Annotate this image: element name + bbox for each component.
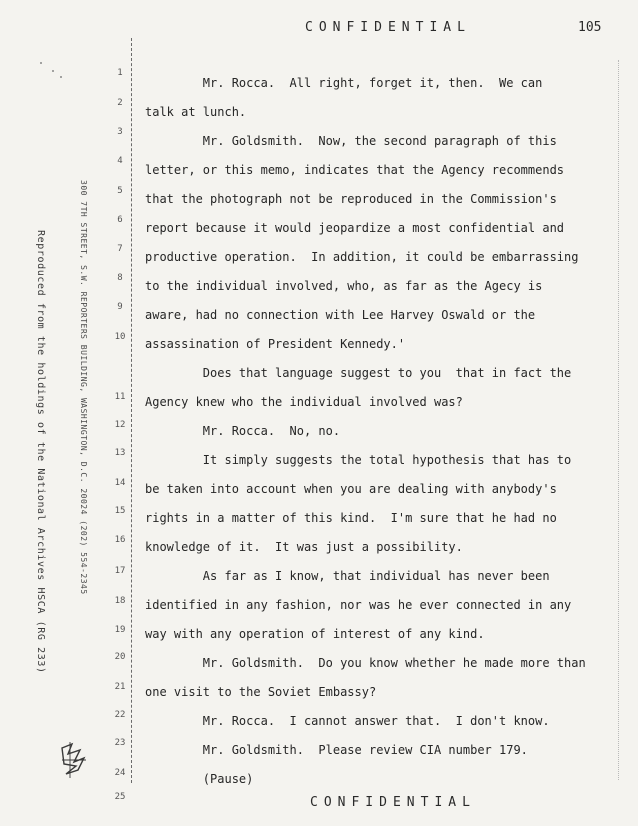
line-number: 21 bbox=[114, 682, 126, 692]
transcript-line: Mr. Goldsmith. Please review CIA number 179. bbox=[145, 743, 528, 757]
transcript-line: to the individual involved, who, as far as the Agecy is bbox=[145, 279, 543, 293]
line-number: 1 bbox=[117, 68, 123, 78]
right-edge-marks bbox=[618, 60, 629, 780]
transcript-line: be taken into account when you are dealing with anybody's bbox=[145, 482, 557, 496]
transcript-line: talk at lunch. bbox=[145, 105, 247, 119]
transcript-line: Mr. Rocca. All right, forget it, then. We can bbox=[145, 76, 543, 90]
transcript-line: letter, or this memo, indicates that the Agency recommends bbox=[145, 163, 565, 177]
transcript-line: knowledge of it. It was just a possibility. bbox=[145, 540, 463, 554]
transcript-line: Agency knew who the individual involved was? bbox=[145, 395, 463, 409]
transcript-line: Mr. Goldsmith. Do you know whether he made more than bbox=[145, 656, 586, 670]
line-number: 7 bbox=[117, 244, 123, 254]
line-number: 8 bbox=[117, 273, 123, 283]
line-number: 15 bbox=[114, 506, 126, 516]
line-number: 14 bbox=[114, 478, 126, 488]
scan-speck bbox=[60, 76, 62, 78]
line-number: 12 bbox=[114, 420, 126, 430]
transcript-line: rights in a matter of this kind. I'm sure that he had no bbox=[145, 511, 557, 525]
left-margin-rule bbox=[131, 38, 133, 783]
line-number: 25 bbox=[114, 792, 126, 802]
line-number: 23 bbox=[114, 738, 126, 748]
line-number: 20 bbox=[114, 652, 126, 662]
transcript-line: report because it would jeopardize a most confidential and bbox=[145, 221, 565, 235]
line-number: 2 bbox=[117, 98, 123, 108]
page-header bbox=[0, 20, 638, 40]
line-number: 11 bbox=[114, 392, 126, 402]
transcript-line: Mr. Rocca. I cannot answer that. I don't know. bbox=[145, 714, 550, 728]
scan-speck bbox=[52, 70, 54, 72]
line-number: 16 bbox=[114, 535, 126, 545]
line-number: 19 bbox=[114, 625, 126, 635]
transcript-line: Mr. Goldsmith. Now, the second paragraph of this bbox=[145, 134, 557, 148]
transcript-line: As far as I know, that individual has never been bbox=[145, 569, 550, 583]
line-number: 24 bbox=[114, 768, 126, 778]
transcript-line: aware, had no connection with Lee Harvey Oswald or the bbox=[145, 308, 536, 322]
line-number: 13 bbox=[114, 448, 126, 458]
transcript-line: (Pause) bbox=[145, 772, 254, 786]
page-number: 105 bbox=[578, 20, 602, 35]
line-number: 3 bbox=[117, 127, 123, 137]
archives-reproduction-note: Reproduced from the holdings of the National Archives HSCA (RG 233) bbox=[35, 230, 46, 674]
line-number: 18 bbox=[114, 596, 126, 606]
line-number: 22 bbox=[114, 710, 126, 720]
confidential-header: CONFIDENTIAL bbox=[305, 20, 471, 35]
transcript-line: one visit to the Soviet Embassy? bbox=[145, 685, 377, 699]
transcript-line: way with any operation of interest of any kind. bbox=[145, 627, 485, 641]
line-number: 4 bbox=[117, 156, 123, 166]
scan-speck bbox=[40, 62, 42, 64]
transcript-line: identified in any fashion, nor was he ever connected in any bbox=[145, 598, 572, 612]
transcript-line: assassination of President Kennedy.' bbox=[145, 337, 406, 351]
reporter-address: 300 7TH STREET, S.W. REPORTERS BUILDING, WASHINGTON, D.C. 20024 (202) 554-2345 bbox=[79, 180, 88, 595]
transcript-line: productive operation. In addition, it could be embarrassing bbox=[145, 250, 579, 264]
handwritten-initials-mark bbox=[58, 740, 90, 780]
transcript-line: that the photograph not be reproduced in the Commission's bbox=[145, 192, 557, 206]
line-number: 10 bbox=[114, 332, 126, 342]
confidential-footer: CONFIDENTIAL bbox=[310, 795, 476, 810]
line-number: 9 bbox=[117, 302, 123, 312]
line-number: 5 bbox=[117, 186, 123, 196]
line-number: 17 bbox=[114, 566, 126, 576]
transcript-line: Does that language suggest to you that in fact the bbox=[145, 366, 572, 380]
transcript-line: It simply suggests the total hypothesis that has to bbox=[145, 453, 572, 467]
line-number: 6 bbox=[117, 215, 123, 225]
transcript-line: Mr. Rocca. No, no. bbox=[145, 424, 341, 438]
